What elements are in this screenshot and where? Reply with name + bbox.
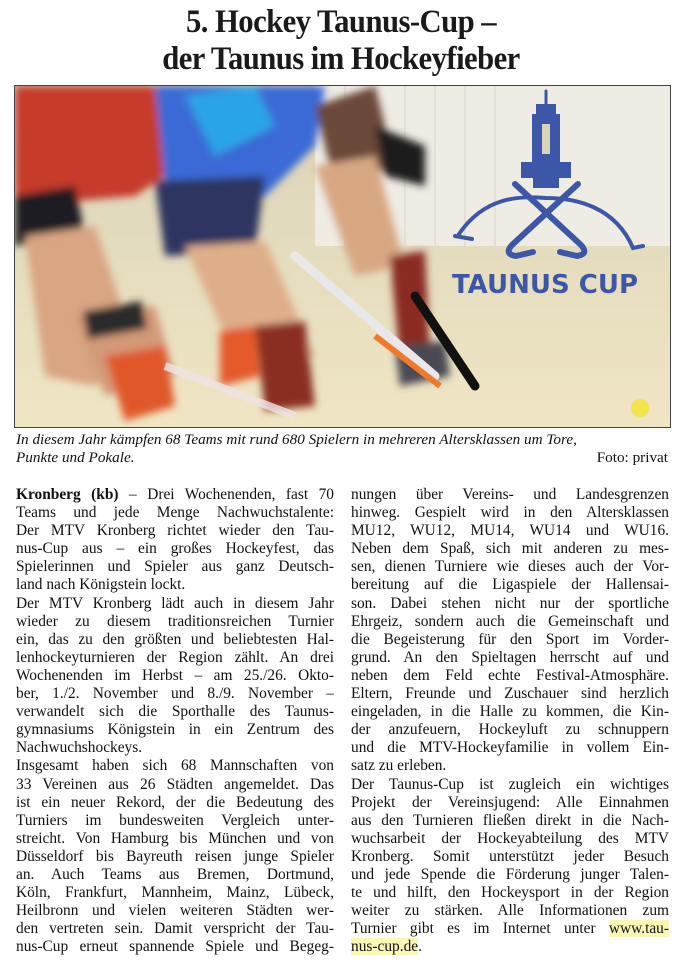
article-line: Nachwuchshockeys. [16, 739, 143, 757]
photo-credit: Foto: privat [596, 449, 668, 466]
article-line: hinweg. Gespielt wird in den Altersklassen [351, 504, 669, 522]
article-line: Kronberg. Somit unterstützt jeder Besuch [351, 847, 669, 865]
article-line: son. Dabei stehen nicht nur der sportliche [351, 594, 669, 612]
article-line: gymnasiums Königstein in ein Zentrum des [16, 721, 334, 739]
article-line: wieder zu diesem traditionsreichen Turnier [16, 612, 334, 630]
article-photo [14, 85, 671, 428]
article-line: nus-Cup erneut spannende Spiele und Begeg- [16, 938, 334, 956]
article-line: und jede Spende die Förderung junger Talen- [351, 865, 669, 883]
article-line: weiter zu stärken. Alle Informationen zum [351, 902, 669, 920]
article-line: Der MTV Kronberg lädt auch in diesem Jahr [16, 594, 334, 612]
article-line: lenhockeyturnieren der Region zählt. An drei [16, 648, 334, 666]
article-line: Wochenenden im Herbst – am 25./26. Okto- [16, 666, 334, 684]
article-line: verwandelt sich die Sporthalle des Taunus- [16, 703, 334, 721]
article-line: Neben dem Spaß, sich mit anderen zu mes- [351, 540, 669, 558]
article-line: aus den Turnieren fließen direkt in die Nach- [351, 811, 669, 829]
article-line: Der MTV Kronberg richtet wieder den Tau- [16, 522, 334, 540]
article-line: grund. An den Spieltagen herrscht auf und [351, 648, 669, 666]
article-line: Kronberg (kb) – Drei Wochenenden, fast 70 [16, 486, 334, 503]
article-line: ist ein neuer Rekord, der die Bedeutung des [16, 793, 334, 811]
article-line: Teams und jede Menge Nachwuchstalente: [16, 504, 334, 522]
article-line: nungen über Vereins- und Landesgrenzen [351, 486, 669, 503]
article-line: der anzufeuern, Hockeyluft zu schnuppern [351, 721, 669, 739]
caption-line-2: Punkte und Pokale. [16, 449, 135, 466]
website-link-continued[interactable]: nus-cup.de [351, 938, 419, 956]
article-line: eingeladen, in die Halle zu kommen, die Kin- [351, 703, 669, 721]
article-line: Ehrgeiz, sondern auch die Gemeinschaft und [351, 612, 669, 630]
headline-line-1: 5. Hockey Taunus-Cup – [185, 4, 497, 40]
article-line: Eltern, Freunde und Zuschauer sind herzlich [351, 685, 669, 703]
article-line: bereitung auf die Ligaspiele der Hallensai- [351, 576, 669, 594]
article-line: und die MTV-Hockeyfamilie in vollem Ein- [351, 739, 669, 757]
article-column-left [16, 486, 334, 956]
hockey-players-photo [15, 86, 670, 427]
article-line: Spielerinnen und Spieler aus ganz Deutsch- [16, 558, 334, 576]
article-line: land nach Königstein lockt. [16, 576, 186, 594]
article-line: satz zu erleben. [351, 757, 447, 775]
article-line: ber, 1./2. November und 8./9. November – [16, 685, 334, 703]
article-line: nus-cup.de. [351, 938, 422, 956]
article-line: Turniers im bundesweiten Vergleich unter- [16, 811, 334, 829]
headline-line-2: der Taunus im Hockeyfieber [162, 41, 520, 77]
article-line: sen, dienen Turniere wie dieses auch der Vor- [351, 558, 669, 576]
article-column-right [351, 486, 669, 956]
article-line: 33 Vereinen aus 26 Städten angemeldet. Das [16, 775, 334, 793]
article-line: Turnier gibt es im Internet unter www.tau- [351, 920, 669, 938]
article-headline [24, 4, 658, 78]
website-link[interactable]: www.tau- [608, 920, 669, 938]
article-line: Der Taunus-Cup ist zugleich ein wichtiges [351, 775, 669, 793]
article-line: an. Auch Teams aus Bremen, Dortmund, [16, 865, 334, 883]
logo-text: TAUNUS CUP [451, 270, 639, 300]
article-line: Düsseldorf bis Bayreuth reisen junge Spieler [16, 847, 334, 865]
article-line: streicht. Von Hamburg bis München und von [16, 829, 334, 847]
article-line: MU12, WU12, MU14, WU14 und WU16. [351, 522, 669, 540]
article-line: wuchsarbeit der Hockeyabteilung des MTV [351, 829, 669, 847]
article-line: Köln, Frankfurt, Mannheim, Mainz, Lübeck, [16, 884, 334, 902]
caption-line-1: In diesem Jahr kämpfen 68 Teams mit rund 680 Spielern in mehreren Altersklassen um Tore, [16, 431, 577, 448]
article-line: Insgesamt haben sich 68 Mannschaften von [16, 757, 334, 775]
dateline: Kronberg (kb) [16, 486, 119, 503]
article-line: te und hilft, den Hockeysport in der Region [351, 884, 669, 902]
article-line: die Begeisterung für den Sport im Vorder- [351, 630, 669, 648]
photo-caption [16, 431, 668, 467]
article-line: den vertreten sein. Damit verspricht der Tau- [16, 920, 334, 938]
article-line: ein, das zu den größten und beliebtesten Hal- [16, 630, 334, 648]
article-line: nus-Cup aus – ein großes Hockeyfest, das [16, 540, 334, 558]
article-line: Projekt der Vereinsjugend: Alle Einnahmen [351, 793, 669, 811]
article-line: neben dem Feld echte Festival-Atmosphäre. [351, 666, 669, 684]
article-line: Heilbronn und vielen weiteren Städten wer- [16, 902, 334, 920]
